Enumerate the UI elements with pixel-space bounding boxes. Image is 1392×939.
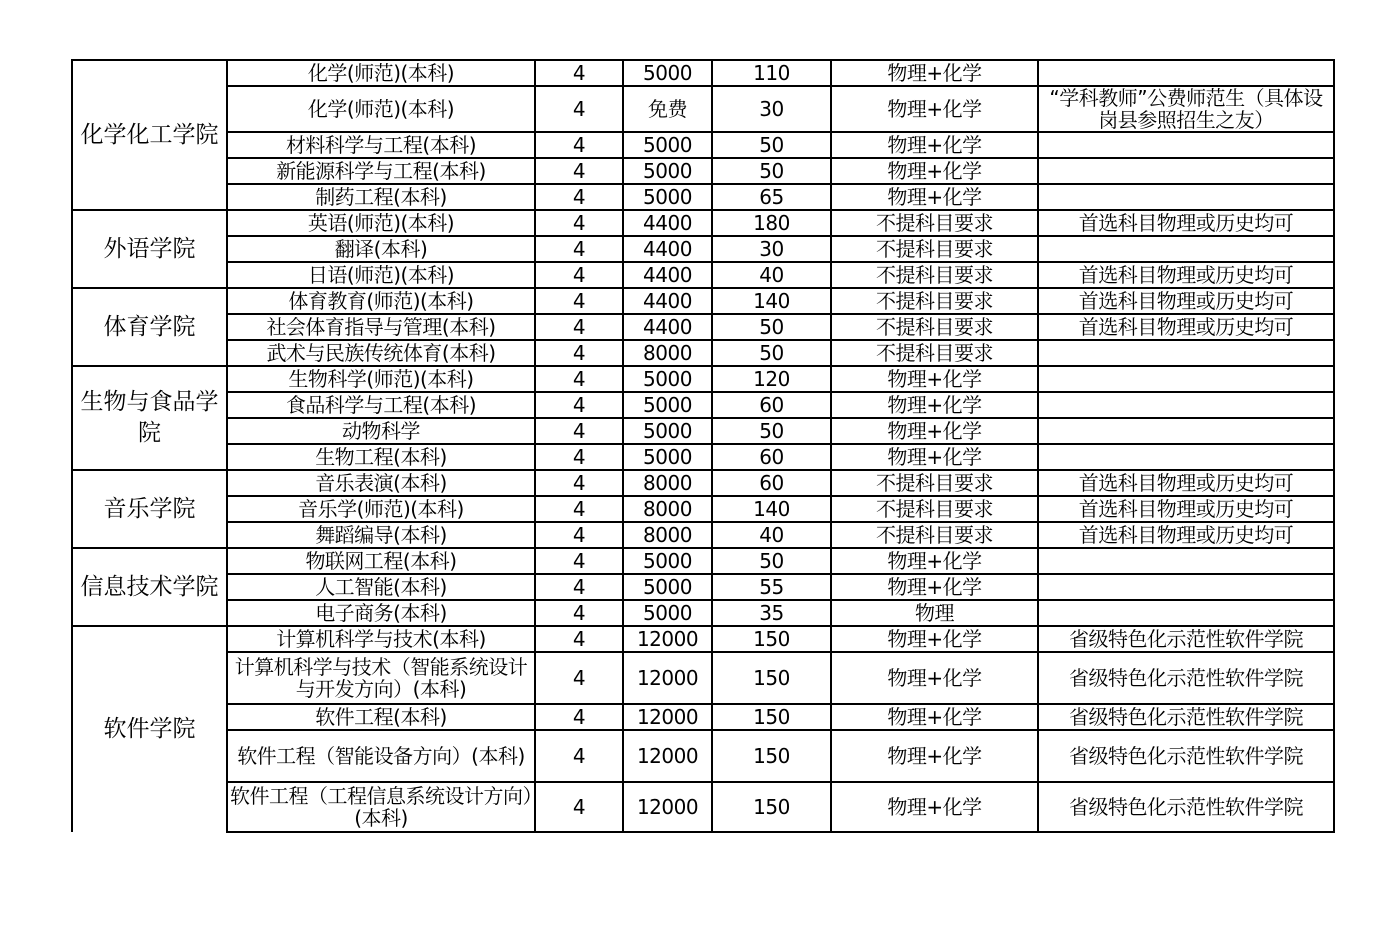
subjects-cell: 物理+化学: [831, 548, 1038, 574]
years-cell: 4: [535, 86, 623, 132]
subjects-cell: 物理+化学: [831, 444, 1038, 470]
major-cell: 英语(师范)(本科): [227, 210, 535, 236]
quota-cell: 150: [712, 652, 831, 704]
table-row: [72, 184, 1334, 210]
subjects-cell: 物理+化学: [831, 184, 1038, 210]
fee-cell: 4400: [623, 262, 712, 288]
fee-cell: 5000: [623, 574, 712, 600]
subjects-cell: 不提科目要求: [831, 288, 1038, 314]
table-row: [72, 210, 1334, 236]
college-name-cell: 外语学院: [72, 210, 227, 288]
fee-cell: 8000: [623, 522, 712, 548]
major-cell: 软件工程(本科): [227, 704, 535, 730]
major-cell: 体育教育(师范)(本科): [227, 288, 535, 314]
note-cell: [1038, 158, 1334, 184]
subjects-cell: 不提科目要求: [831, 496, 1038, 522]
major-cell: 软件工程（工程信息系统设计方向）(本科): [227, 782, 535, 832]
subjects-cell: 物理: [831, 600, 1038, 626]
years-cell: 4: [535, 418, 623, 444]
note-cell: [1038, 418, 1334, 444]
years-cell: 4: [535, 444, 623, 470]
major-cell: 材料科学与工程(本科): [227, 132, 535, 158]
years-cell: 4: [535, 730, 623, 782]
years-cell: 4: [535, 496, 623, 522]
major-cell: 武术与民族传统体育(本科): [227, 340, 535, 366]
major-cell: 化学(师范)(本科): [227, 86, 535, 132]
quota-cell: 50: [712, 418, 831, 444]
note-cell: [1038, 366, 1334, 392]
table-row: [72, 340, 1334, 366]
subjects-cell: 不提科目要求: [831, 236, 1038, 262]
table-row: [72, 444, 1334, 470]
table-row: [72, 730, 1334, 782]
major-cell: 软件工程（智能设备方向）(本科): [227, 730, 535, 782]
subjects-cell: 不提科目要求: [831, 262, 1038, 288]
years-cell: 4: [535, 210, 623, 236]
major-cell: 舞蹈编导(本科): [227, 522, 535, 548]
major-cell: 翻译(本科): [227, 236, 535, 262]
subjects-cell: 不提科目要求: [831, 522, 1038, 548]
note-cell: [1038, 340, 1334, 366]
note-cell: 首选科目物理或历史均可: [1038, 288, 1334, 314]
subjects-cell: 物理+化学: [831, 704, 1038, 730]
note-cell: [1038, 548, 1334, 574]
note-cell: [1038, 392, 1334, 418]
note-cell: [1038, 132, 1334, 158]
subjects-cell: 不提科目要求: [831, 470, 1038, 496]
years-cell: 4: [535, 366, 623, 392]
subjects-cell: 物理+化学: [831, 782, 1038, 832]
quota-cell: 65: [712, 184, 831, 210]
fee-cell: 4400: [623, 210, 712, 236]
college-name-cell: 音乐学院: [72, 470, 227, 548]
note-cell: 首选科目物理或历史均可: [1038, 210, 1334, 236]
major-cell: 计算机科学与技术(本科): [227, 626, 535, 652]
quota-cell: 55: [712, 574, 831, 600]
table-row: [72, 366, 1334, 392]
years-cell: 4: [535, 600, 623, 626]
quota-cell: 150: [712, 730, 831, 782]
note-cell: 首选科目物理或历史均可: [1038, 262, 1334, 288]
table-row: [72, 782, 1334, 832]
years-cell: 4: [535, 470, 623, 496]
note-cell: “学科教师”公费师范生（具体设岗县参照招生之友）: [1038, 86, 1334, 132]
college-name-cell: 生物与食品学院: [72, 366, 227, 470]
fee-cell: 8000: [623, 496, 712, 522]
subjects-cell: 物理+化学: [831, 574, 1038, 600]
note-cell: 省级特色化示范性软件学院: [1038, 626, 1334, 652]
fee-cell: 5000: [623, 158, 712, 184]
note-cell: 省级特色化示范性软件学院: [1038, 652, 1334, 704]
note-cell: [1038, 600, 1334, 626]
quota-cell: 60: [712, 444, 831, 470]
subjects-cell: 物理+化学: [831, 418, 1038, 444]
years-cell: 4: [535, 548, 623, 574]
note-cell: 首选科目物理或历史均可: [1038, 522, 1334, 548]
quota-cell: 60: [712, 470, 831, 496]
years-cell: 4: [535, 652, 623, 704]
fee-cell: 4400: [623, 314, 712, 340]
subjects-cell: 物理+化学: [831, 86, 1038, 132]
table-row: [72, 548, 1334, 574]
quota-cell: 110: [712, 60, 831, 86]
table-row: [72, 418, 1334, 444]
note-cell: 省级特色化示范性软件学院: [1038, 704, 1334, 730]
years-cell: 4: [535, 392, 623, 418]
major-cell: 食品科学与工程(本科): [227, 392, 535, 418]
fee-cell: 12000: [623, 782, 712, 832]
admissions-table: [71, 59, 1335, 833]
quota-cell: 50: [712, 132, 831, 158]
college-name-cell: 体育学院: [72, 288, 227, 366]
fee-cell: 8000: [623, 470, 712, 496]
table-row: [72, 262, 1334, 288]
table-row: [72, 704, 1334, 730]
years-cell: 4: [535, 574, 623, 600]
fee-cell: 4400: [623, 236, 712, 262]
subjects-cell: 不提科目要求: [831, 210, 1038, 236]
years-cell: 4: [535, 522, 623, 548]
quota-cell: 180: [712, 210, 831, 236]
subjects-cell: 不提科目要求: [831, 314, 1038, 340]
major-cell: 物联网工程(本科): [227, 548, 535, 574]
table-row: [72, 600, 1334, 626]
major-cell: 人工智能(本科): [227, 574, 535, 600]
quota-cell: 30: [712, 86, 831, 132]
table-row: [72, 652, 1334, 704]
fee-cell: 5000: [623, 366, 712, 392]
quota-cell: 30: [712, 236, 831, 262]
quota-cell: 40: [712, 522, 831, 548]
major-cell: 生物工程(本科): [227, 444, 535, 470]
quota-cell: 140: [712, 496, 831, 522]
subjects-cell: 物理+化学: [831, 652, 1038, 704]
table-row: [72, 86, 1334, 132]
table-row: [72, 158, 1334, 184]
years-cell: 4: [535, 288, 623, 314]
fee-cell: 5000: [623, 132, 712, 158]
fee-cell: 12000: [623, 704, 712, 730]
major-cell: 音乐表演(本科): [227, 470, 535, 496]
years-cell: 4: [535, 60, 623, 86]
fee-cell: 5000: [623, 444, 712, 470]
major-cell: 动物科学: [227, 418, 535, 444]
subjects-cell: 物理+化学: [831, 730, 1038, 782]
fee-cell: 8000: [623, 340, 712, 366]
quota-cell: 150: [712, 704, 831, 730]
note-cell: [1038, 236, 1334, 262]
fee-cell: 4400: [623, 288, 712, 314]
note-cell: 省级特色化示范性软件学院: [1038, 730, 1334, 782]
quota-cell: 40: [712, 262, 831, 288]
major-cell: 化学(师范)(本科): [227, 60, 535, 86]
quota-cell: 35: [712, 600, 831, 626]
note-cell: 省级特色化示范性软件学院: [1038, 782, 1334, 832]
quota-cell: 120: [712, 366, 831, 392]
table-row: [72, 314, 1334, 340]
major-cell: 音乐学(师范)(本科): [227, 496, 535, 522]
subjects-cell: 物理+化学: [831, 626, 1038, 652]
years-cell: 4: [535, 132, 623, 158]
years-cell: 4: [535, 782, 623, 832]
table-row: [72, 236, 1334, 262]
quota-cell: 140: [712, 288, 831, 314]
quota-cell: 60: [712, 392, 831, 418]
fee-cell: 5000: [623, 60, 712, 86]
note-cell: 首选科目物理或历史均可: [1038, 496, 1334, 522]
fee-cell: 12000: [623, 730, 712, 782]
fee-cell: 12000: [623, 626, 712, 652]
note-cell: [1038, 184, 1334, 210]
college-name-cell: 软件学院: [72, 626, 227, 832]
fee-cell: 5000: [623, 392, 712, 418]
major-cell: 日语(师范)(本科): [227, 262, 535, 288]
years-cell: 4: [535, 184, 623, 210]
note-cell: 首选科目物理或历史均可: [1038, 470, 1334, 496]
quota-cell: 50: [712, 340, 831, 366]
table-row: [72, 522, 1334, 548]
quota-cell: 50: [712, 314, 831, 340]
note-cell: [1038, 60, 1334, 86]
fee-cell: 5000: [623, 184, 712, 210]
years-cell: 4: [535, 340, 623, 366]
fee-cell: 12000: [623, 652, 712, 704]
fee-cell: 5000: [623, 418, 712, 444]
years-cell: 4: [535, 236, 623, 262]
subjects-cell: 物理+化学: [831, 366, 1038, 392]
major-cell: 新能源科学与工程(本科): [227, 158, 535, 184]
fee-cell: 5000: [623, 600, 712, 626]
years-cell: 4: [535, 704, 623, 730]
table-row: [72, 132, 1334, 158]
subjects-cell: 物理+化学: [831, 392, 1038, 418]
table-row: [72, 392, 1334, 418]
college-name-cell: 化学化工学院: [72, 60, 227, 210]
college-name-cell: 信息技术学院: [72, 548, 227, 626]
quota-cell: 150: [712, 626, 831, 652]
subjects-cell: 物理+化学: [831, 132, 1038, 158]
note-cell: [1038, 574, 1334, 600]
fee-cell: 5000: [623, 548, 712, 574]
years-cell: 4: [535, 158, 623, 184]
major-cell: 计算机科学与技术（智能系统设计与开发方向）(本科): [227, 652, 535, 704]
subjects-cell: 物理+化学: [831, 158, 1038, 184]
major-cell: 社会体育指导与管理(本科): [227, 314, 535, 340]
table-row: [72, 496, 1334, 522]
quota-cell: 150: [712, 782, 831, 832]
table-row: [72, 574, 1334, 600]
table-row: [72, 626, 1334, 652]
major-cell: 生物科学(师范)(本科): [227, 366, 535, 392]
subjects-cell: 不提科目要求: [831, 340, 1038, 366]
subjects-cell: 物理+化学: [831, 60, 1038, 86]
fee-cell: 免费: [623, 86, 712, 132]
major-cell: 制药工程(本科): [227, 184, 535, 210]
table-row: [72, 470, 1334, 496]
table-row: [72, 60, 1334, 86]
years-cell: 4: [535, 626, 623, 652]
note-cell: [1038, 444, 1334, 470]
quota-cell: 50: [712, 548, 831, 574]
years-cell: 4: [535, 314, 623, 340]
years-cell: 4: [535, 262, 623, 288]
table-row: [72, 288, 1334, 314]
major-cell: 电子商务(本科): [227, 600, 535, 626]
quota-cell: 50: [712, 158, 831, 184]
note-cell: 首选科目物理或历史均可: [1038, 314, 1334, 340]
